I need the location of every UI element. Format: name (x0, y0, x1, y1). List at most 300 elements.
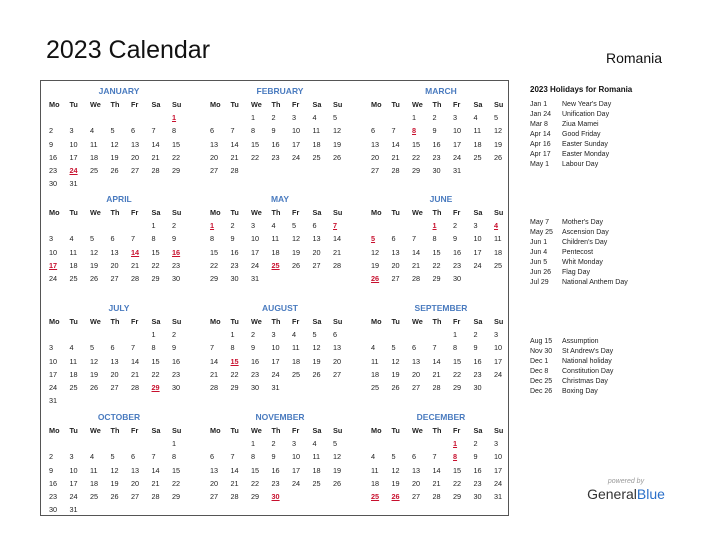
month-june (366, 193, 516, 285)
day-cell: 5 (391, 343, 396, 353)
day-cell: 29 (412, 165, 421, 175)
day-cell: 22 (230, 369, 239, 379)
day-cell: 15 (453, 465, 462, 475)
day-cell: 2 (251, 330, 256, 340)
day-cell: 17 (292, 139, 301, 149)
day-cell: 21 (151, 478, 160, 488)
day-cell: 20 (110, 369, 119, 379)
day-cell: 4 (90, 452, 95, 462)
weekday-header: We (90, 100, 101, 109)
day-cell: 28 (151, 491, 160, 501)
holiday-row (530, 347, 613, 357)
day-cell: 4 (473, 113, 478, 123)
day-cell: 6 (371, 126, 376, 136)
day-cell: 29 (172, 491, 181, 501)
day-cell: 18 (90, 152, 99, 162)
holiday-day-cell: 1 (432, 221, 437, 231)
holiday-date: Nov 30 (530, 348, 553, 355)
day-cell: 3 (251, 221, 256, 231)
weekday-header: Tu (230, 208, 239, 217)
empty-cell (85, 437, 106, 450)
holiday-name: Whit Monday (562, 259, 603, 266)
holiday-list (530, 85, 632, 170)
weekday-header: Mo (210, 100, 221, 109)
holiday-row (530, 357, 613, 367)
day-cell: 1 (151, 330, 156, 340)
holiday-name: Mother's Day (562, 219, 604, 226)
day-cell: 16 (49, 478, 58, 488)
day-cell: 25 (371, 382, 380, 392)
day-cell: 3 (49, 234, 54, 244)
country-label: Romania (606, 50, 663, 66)
day-cell: 16 (230, 247, 239, 257)
day-cell: 6 (110, 234, 115, 244)
day-cell: 29 (432, 273, 441, 283)
day-cell: 21 (230, 478, 239, 488)
holiday-date: Apr 16 (530, 141, 551, 148)
month-april (44, 193, 194, 285)
day-cell: 18 (494, 247, 503, 257)
holiday-day-cell: 30 (271, 491, 280, 501)
day-cell: 30 (453, 273, 462, 283)
empty-cell (44, 328, 65, 341)
empty-cell (205, 328, 226, 341)
day-cell: 23 (432, 152, 441, 162)
day-cell: 30 (251, 382, 260, 392)
holiday-list-title: 2023 Holidays for Romania (530, 85, 633, 94)
day-cell: 29 (453, 491, 462, 501)
day-cell: 6 (131, 126, 136, 136)
day-cell: 10 (69, 139, 78, 149)
weekday-header: Th (271, 208, 281, 217)
weekday-header: Th (110, 208, 120, 217)
day-cell: 28 (210, 382, 219, 392)
day-cell: 11 (69, 356, 78, 366)
empty-cell (226, 111, 247, 124)
weekday-header: Mo (49, 208, 60, 217)
brand-blue: Blue (636, 486, 665, 502)
weekday-header: We (251, 208, 262, 217)
day-cell: 6 (210, 126, 215, 136)
month-name: APRIL (106, 194, 132, 204)
weekday-header: We (412, 317, 423, 326)
day-cell: 28 (151, 165, 160, 175)
day-cell: 31 (69, 179, 78, 189)
day-cell: 5 (110, 452, 115, 462)
day-cell: 5 (494, 113, 499, 123)
day-cell: 24 (49, 382, 58, 392)
holiday-day-cell: 15 (230, 356, 239, 366)
day-cell: 18 (69, 369, 78, 379)
month-grid (366, 424, 516, 503)
empty-cell (106, 219, 127, 232)
day-cell: 14 (333, 234, 342, 244)
holiday-day-cell: 1 (172, 113, 177, 123)
day-cell: 29 (230, 382, 239, 392)
day-cell: 23 (230, 260, 239, 270)
empty-cell (147, 437, 168, 450)
empty-cell (65, 437, 86, 450)
weekday-header: Sa (151, 426, 161, 435)
day-cell: 1 (412, 113, 417, 123)
weekday-header: Sa (151, 208, 161, 217)
day-cell: 17 (473, 247, 482, 257)
holiday-date: May 25 (530, 229, 553, 236)
day-cell: 1 (172, 439, 177, 449)
weekday-header: Tu (230, 100, 239, 109)
holiday-row (530, 268, 628, 278)
day-cell: 3 (49, 343, 54, 353)
day-cell: 7 (230, 452, 235, 462)
day-cell: 15 (172, 139, 181, 149)
day-cell: 7 (131, 234, 136, 244)
day-cell: 21 (131, 369, 140, 379)
day-cell: 14 (432, 465, 441, 475)
holiday-name: Children's Day (562, 239, 608, 246)
day-cell: 21 (151, 152, 160, 162)
holiday-name: Unification Day (562, 111, 610, 118)
day-cell: 20 (391, 260, 400, 270)
weekday-header: Fr (131, 426, 139, 435)
weekday-header: Tu (391, 317, 400, 326)
day-cell: 26 (110, 491, 119, 501)
day-cell: 31 (271, 382, 280, 392)
weekday-header: We (412, 208, 423, 217)
day-cell: 12 (292, 234, 301, 244)
day-cell: 13 (333, 343, 342, 353)
day-cell: 10 (292, 452, 301, 462)
day-cell: 22 (151, 260, 160, 270)
day-cell: 4 (90, 126, 95, 136)
day-cell: 23 (473, 369, 482, 379)
day-cell: 17 (69, 478, 78, 488)
day-cell: 20 (131, 478, 140, 488)
day-cell: 27 (412, 491, 421, 501)
weekday-header: Tu (69, 426, 78, 435)
day-cell: 26 (312, 369, 321, 379)
day-cell: 30 (172, 382, 181, 392)
day-cell: 12 (312, 343, 321, 353)
month-grid (205, 98, 355, 177)
day-cell: 1 (230, 330, 235, 340)
day-cell: 15 (151, 356, 160, 366)
weekday-header: Fr (131, 317, 139, 326)
day-cell: 29 (172, 165, 181, 175)
day-cell: 23 (49, 491, 58, 501)
day-cell: 8 (210, 234, 215, 244)
day-cell: 4 (371, 452, 376, 462)
weekday-header: Tu (69, 208, 78, 217)
day-cell: 3 (473, 221, 478, 231)
holiday-day-cell: 4 (494, 221, 499, 231)
holiday-name: St Andrew's Day (562, 348, 614, 355)
day-cell: 14 (391, 139, 400, 149)
day-cell: 10 (453, 126, 462, 136)
day-cell: 22 (251, 478, 260, 488)
empty-cell (205, 111, 226, 124)
holiday-date: Apr 17 (530, 151, 551, 158)
day-cell: 21 (230, 152, 239, 162)
weekday-header: Th (271, 317, 281, 326)
day-cell: 31 (69, 505, 78, 515)
holiday-row (530, 140, 632, 150)
holiday-row (530, 238, 628, 248)
day-cell: 2 (453, 221, 458, 231)
holiday-name: Pentecost (562, 249, 594, 256)
weekday-header: We (251, 100, 262, 109)
day-cell: 11 (271, 234, 280, 244)
day-cell: 28 (230, 491, 239, 501)
day-cell: 25 (90, 491, 99, 501)
empty-cell (366, 437, 387, 450)
empty-cell (44, 437, 65, 450)
day-cell: 8 (432, 234, 437, 244)
holiday-date: May 7 (530, 219, 550, 226)
day-cell: 16 (473, 465, 482, 475)
day-cell: 28 (131, 273, 140, 283)
holiday-day-cell: 1 (210, 221, 215, 231)
day-cell: 29 (151, 273, 160, 283)
holiday-date: Jun 1 (530, 239, 548, 246)
day-cell: 5 (333, 113, 338, 123)
month-december (366, 411, 516, 503)
weekday-header: Th (110, 100, 120, 109)
holiday-date: Jul 29 (530, 279, 549, 286)
empty-cell (106, 437, 127, 450)
day-cell: 11 (90, 465, 98, 475)
day-cell: 19 (292, 247, 301, 257)
day-cell: 18 (371, 369, 380, 379)
day-cell: 19 (391, 478, 400, 488)
day-cell: 27 (210, 165, 219, 175)
day-cell: 6 (391, 234, 396, 244)
day-cell: 8 (453, 343, 458, 353)
month-grid (44, 206, 194, 285)
day-cell: 16 (473, 356, 482, 366)
day-cell: 18 (473, 139, 482, 149)
day-cell: 16 (453, 247, 462, 257)
weekday-header: We (90, 426, 101, 435)
day-cell: 13 (412, 465, 421, 475)
weekday-header: Tu (69, 317, 78, 326)
day-cell: 22 (453, 478, 462, 488)
month-name: JUNE (429, 194, 453, 204)
weekday-header: Tu (69, 100, 78, 109)
holiday-row (530, 110, 632, 120)
day-cell: 26 (333, 152, 342, 162)
empty-cell (126, 219, 147, 232)
day-cell: 1 (251, 113, 256, 123)
day-cell: 20 (131, 152, 140, 162)
day-cell: 28 (131, 382, 140, 392)
holiday-date: Dec 26 (530, 388, 553, 395)
day-cell: 15 (432, 247, 441, 257)
holiday-name: Easter Monday (562, 151, 610, 158)
day-cell: 3 (69, 126, 74, 136)
day-cell: 2 (172, 221, 177, 231)
empty-cell (126, 111, 147, 124)
day-cell: 17 (453, 139, 462, 149)
weekday-header: Sa (473, 208, 483, 217)
day-cell: 5 (292, 221, 297, 231)
holiday-name: Easter Sunday (562, 141, 608, 148)
day-cell: 3 (271, 330, 276, 340)
day-cell: 8 (151, 234, 156, 244)
day-cell: 11 (371, 356, 379, 366)
day-cell: 5 (90, 343, 95, 353)
empty-cell (226, 437, 247, 450)
day-cell: 4 (312, 439, 317, 449)
day-cell: 23 (172, 260, 181, 270)
day-cell: 4 (312, 113, 317, 123)
day-cell: 8 (151, 343, 156, 353)
day-cell: 12 (494, 126, 503, 136)
day-cell: 27 (371, 165, 380, 175)
empty-cell (366, 219, 387, 232)
day-cell: 10 (49, 356, 58, 366)
day-cell: 21 (131, 260, 140, 270)
day-cell: 5 (312, 330, 317, 340)
month-may (205, 193, 355, 285)
day-cell: 19 (494, 139, 503, 149)
day-cell: 22 (151, 369, 160, 379)
day-cell: 18 (90, 478, 99, 488)
day-cell: 26 (391, 382, 400, 392)
holiday-day-cell: 24 (69, 165, 78, 175)
month-august (205, 302, 355, 394)
holiday-name: Boxing Day (562, 388, 598, 395)
day-cell: 14 (151, 465, 160, 475)
month-grid (366, 206, 516, 285)
day-cell: 27 (210, 491, 219, 501)
holiday-row (530, 377, 613, 387)
day-cell: 27 (412, 382, 421, 392)
weekday-header: Th (432, 317, 442, 326)
empty-cell (407, 219, 428, 232)
holiday-name: Ascension Day (562, 229, 609, 236)
day-cell: 15 (210, 247, 219, 257)
day-cell: 24 (494, 369, 503, 379)
day-cell: 3 (292, 439, 297, 449)
day-cell: 3 (494, 330, 499, 340)
empty-cell (126, 328, 147, 341)
day-cell: 5 (90, 234, 95, 244)
weekday-header: Th (432, 100, 442, 109)
empty-cell (387, 328, 408, 341)
holiday-day-cell: 26 (371, 273, 380, 283)
day-cell: 10 (271, 343, 280, 353)
day-cell: 18 (312, 465, 321, 475)
month-name: FEBRUARY (256, 86, 304, 96)
holiday-date: Mar 8 (530, 121, 548, 128)
day-cell: 24 (69, 491, 78, 501)
day-cell: 29 (251, 491, 260, 501)
holiday-row (530, 367, 613, 377)
day-cell: 14 (131, 356, 140, 366)
day-cell: 6 (412, 343, 417, 353)
month-july (44, 302, 194, 407)
day-cell: 6 (312, 221, 317, 231)
weekday-header: Mo (371, 100, 382, 109)
day-cell: 27 (312, 260, 321, 270)
empty-cell (65, 219, 86, 232)
day-cell: 27 (110, 273, 119, 283)
day-cell: 24 (251, 260, 260, 270)
day-cell: 18 (292, 356, 301, 366)
holiday-group-3 (530, 337, 613, 397)
month-grid (44, 424, 194, 516)
holiday-day-cell: 17 (49, 260, 58, 270)
day-cell: 27 (131, 165, 140, 175)
brand-logo (584, 478, 668, 502)
day-cell: 1 (251, 439, 256, 449)
day-cell: 7 (230, 126, 235, 136)
day-cell: 23 (271, 152, 280, 162)
day-cell: 2 (432, 113, 437, 123)
day-cell: 29 (453, 382, 462, 392)
weekday-header: Th (432, 208, 442, 217)
month-grid (44, 98, 194, 190)
weekday-header: Fr (292, 317, 300, 326)
weekday-header: Th (432, 426, 442, 435)
weekday-header: Fr (131, 208, 139, 217)
holiday-row (530, 228, 628, 238)
day-cell: 8 (251, 452, 256, 462)
weekday-header: Fr (131, 100, 139, 109)
month-february (205, 85, 355, 177)
day-cell: 4 (371, 343, 376, 353)
empty-cell (65, 328, 86, 341)
day-cell: 23 (473, 478, 482, 488)
holiday-name: Good Friday (562, 131, 601, 138)
day-cell: 5 (333, 439, 338, 449)
day-cell: 4 (69, 343, 74, 353)
month-name: JULY (108, 303, 130, 313)
day-cell: 26 (90, 273, 99, 283)
day-cell: 16 (172, 356, 181, 366)
holiday-name: Constitution Day (562, 368, 614, 375)
empty-cell (44, 219, 65, 232)
day-cell: 5 (110, 126, 115, 136)
day-cell: 12 (371, 247, 380, 257)
holiday-name: Labour Day (562, 161, 599, 168)
month-name: MARCH (425, 86, 457, 96)
day-cell: 30 (49, 505, 58, 515)
day-cell: 26 (333, 478, 342, 488)
day-cell: 9 (49, 465, 54, 475)
day-cell: 12 (391, 465, 400, 475)
day-cell: 28 (333, 260, 342, 270)
month-november (205, 411, 355, 503)
month-name: NOVEMBER (255, 412, 305, 422)
weekday-header: Mo (210, 208, 221, 217)
day-cell: 2 (172, 330, 177, 340)
day-cell: 2 (49, 452, 54, 462)
day-cell: 17 (69, 152, 78, 162)
empty-cell (428, 437, 449, 450)
holiday-row (530, 387, 613, 397)
day-cell: 3 (453, 113, 458, 123)
page-title: 2023 Calendar (46, 36, 211, 64)
day-cell: 19 (90, 260, 99, 270)
month-name: SEPTEMBER (414, 303, 468, 313)
weekday-header: Sa (312, 426, 322, 435)
day-cell: 9 (473, 343, 478, 353)
day-cell: 13 (131, 465, 140, 475)
day-cell: 19 (371, 260, 380, 270)
holiday-day-cell: 29 (151, 382, 160, 392)
day-cell: 14 (230, 139, 239, 149)
